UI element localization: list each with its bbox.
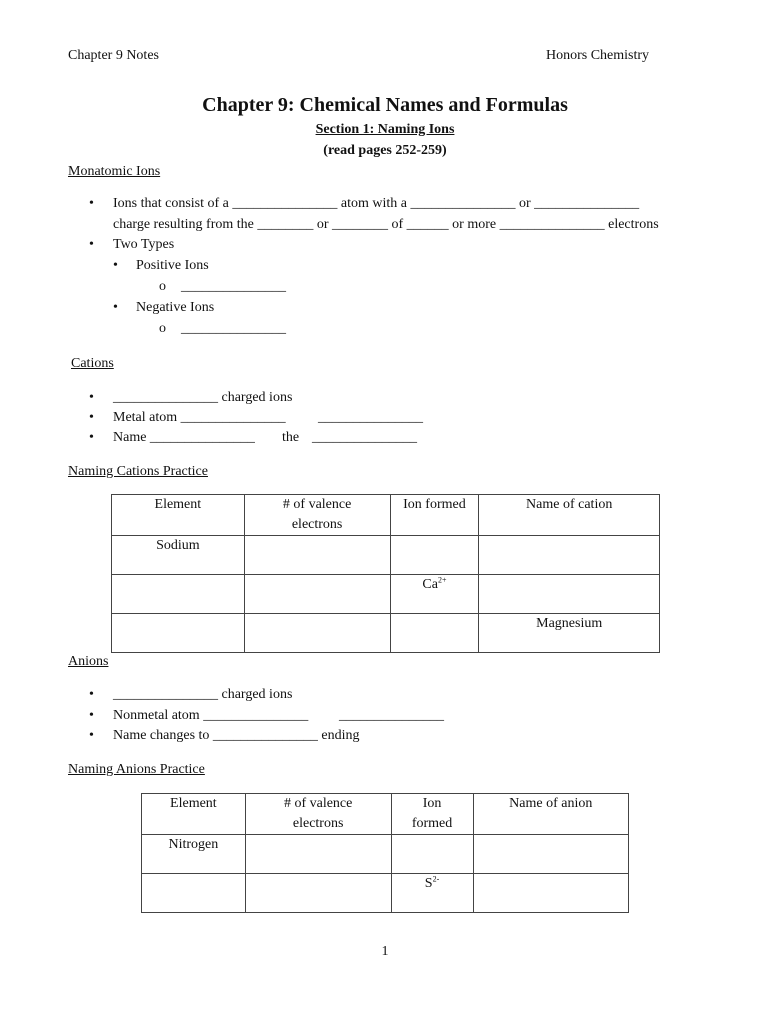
- cations-bullet-2b: _______________: [318, 410, 423, 425]
- cations-bullet-3a: Name _______________: [113, 430, 255, 445]
- table-cell[interactable]: [112, 614, 245, 653]
- positive-ions-blank: _______________: [181, 279, 286, 294]
- section-title: Section 1: Naming Ions: [315, 122, 455, 137]
- table-cell[interactable]: [479, 575, 660, 614]
- bullet-icon: •: [89, 708, 94, 723]
- monatomic-bullet-2: Two Types: [113, 237, 175, 252]
- table-row: [142, 835, 629, 874]
- sub-marker: o: [159, 279, 166, 294]
- table-cell[interactable]: [390, 536, 479, 575]
- table-row: [112, 575, 660, 614]
- bullet-icon: •: [89, 430, 94, 445]
- table-row: [112, 614, 660, 653]
- table-cell[interactable]: [112, 575, 245, 614]
- bullet-icon: •: [89, 687, 94, 702]
- monatomic-bullet-1-line-2: charge resulting from the ________ or ________ of ______ or more _______________ electrons: [113, 217, 659, 232]
- bullet-icon: •: [89, 237, 94, 252]
- ion-charge: 2-: [432, 874, 440, 884]
- positive-ions-label: Positive Ions: [136, 258, 209, 273]
- cation-practice-table: [111, 494, 660, 653]
- cations-bullet-2a: Metal atom _______________: [113, 410, 286, 425]
- bullet-icon: •: [89, 728, 94, 743]
- anion-practice-heading: Naming Anions Practice: [68, 762, 205, 777]
- anions-bullet-2b: _______________: [339, 708, 444, 723]
- bullet-icon: •: [89, 390, 94, 405]
- anion-practice-table: [141, 793, 629, 913]
- table-cell[interactable]: [390, 614, 479, 653]
- table-cell[interactable]: [244, 536, 390, 575]
- page-title: Chapter 9: Chemical Names and Formulas: [202, 94, 568, 116]
- table-cell[interactable]: [245, 874, 391, 913]
- monatomic-bullet-1-line-1: Ions that consist of a _______________ atom with a _______________ or _______________: [113, 196, 640, 211]
- table-header: Element: [112, 495, 245, 536]
- table-row: [142, 794, 629, 835]
- anions-bullet-3: Name changes to _______________ ending: [113, 728, 360, 743]
- table-cell[interactable]: [473, 874, 629, 913]
- table-cell[interactable]: [245, 835, 391, 874]
- table-header: Name of cation: [479, 495, 660, 536]
- table-row: [112, 536, 660, 575]
- table-header: # of valence electrons: [244, 495, 390, 536]
- cations-bullet-1: _______________ charged ions: [113, 390, 293, 405]
- monatomic-heading: Monatomic Ions: [68, 164, 161, 179]
- table-header: Ion formed: [391, 794, 473, 835]
- bullet-icon: •: [89, 410, 94, 425]
- bullet-icon: •: [113, 258, 118, 273]
- ion-charge: 2+: [437, 575, 447, 585]
- ion-symbol: S: [424, 876, 433, 891]
- table-cell: Nitrogen: [142, 835, 246, 874]
- cations-bullet-3c: _______________: [312, 430, 417, 445]
- sub-marker: o: [159, 321, 166, 336]
- table-header: Ion formed: [390, 495, 479, 536]
- table-cell: Sodium: [112, 536, 245, 575]
- page-number: 1: [381, 944, 389, 959]
- table-row: [142, 874, 629, 913]
- negative-ions-label: Negative Ions: [136, 300, 215, 315]
- anions-heading: Anions: [68, 654, 109, 669]
- table-header: Name of anion: [473, 794, 629, 835]
- table-cell: [390, 575, 479, 614]
- table-cell[interactable]: [244, 614, 390, 653]
- header-left: Chapter 9 Notes: [68, 48, 159, 63]
- table-row: [112, 495, 660, 536]
- bullet-icon: •: [89, 196, 94, 211]
- anions-bullet-2a: Nonmetal atom _______________: [113, 708, 309, 723]
- table-header: Element: [142, 794, 246, 835]
- table-cell[interactable]: [473, 835, 629, 874]
- reading-note: (read pages 252-259): [323, 143, 447, 158]
- cations-heading: Cations: [71, 356, 114, 371]
- table-cell[interactable]: [142, 874, 246, 913]
- header-right: Honors Chemistry: [546, 48, 650, 63]
- table-cell[interactable]: [391, 835, 473, 874]
- table-header: # of valence electrons: [245, 794, 391, 835]
- ion-symbol: Ca: [422, 577, 438, 592]
- table-cell: Magnesium: [479, 614, 660, 653]
- bullet-icon: •: [113, 300, 118, 315]
- cations-bullet-3b: the: [282, 430, 300, 445]
- table-cell[interactable]: [479, 536, 660, 575]
- cation-practice-heading: Naming Cations Practice: [68, 464, 208, 479]
- table-cell[interactable]: [244, 575, 390, 614]
- table-cell: [391, 874, 473, 913]
- anions-bullet-1: _______________ charged ions: [113, 687, 293, 702]
- negative-ions-blank: _______________: [181, 321, 286, 336]
